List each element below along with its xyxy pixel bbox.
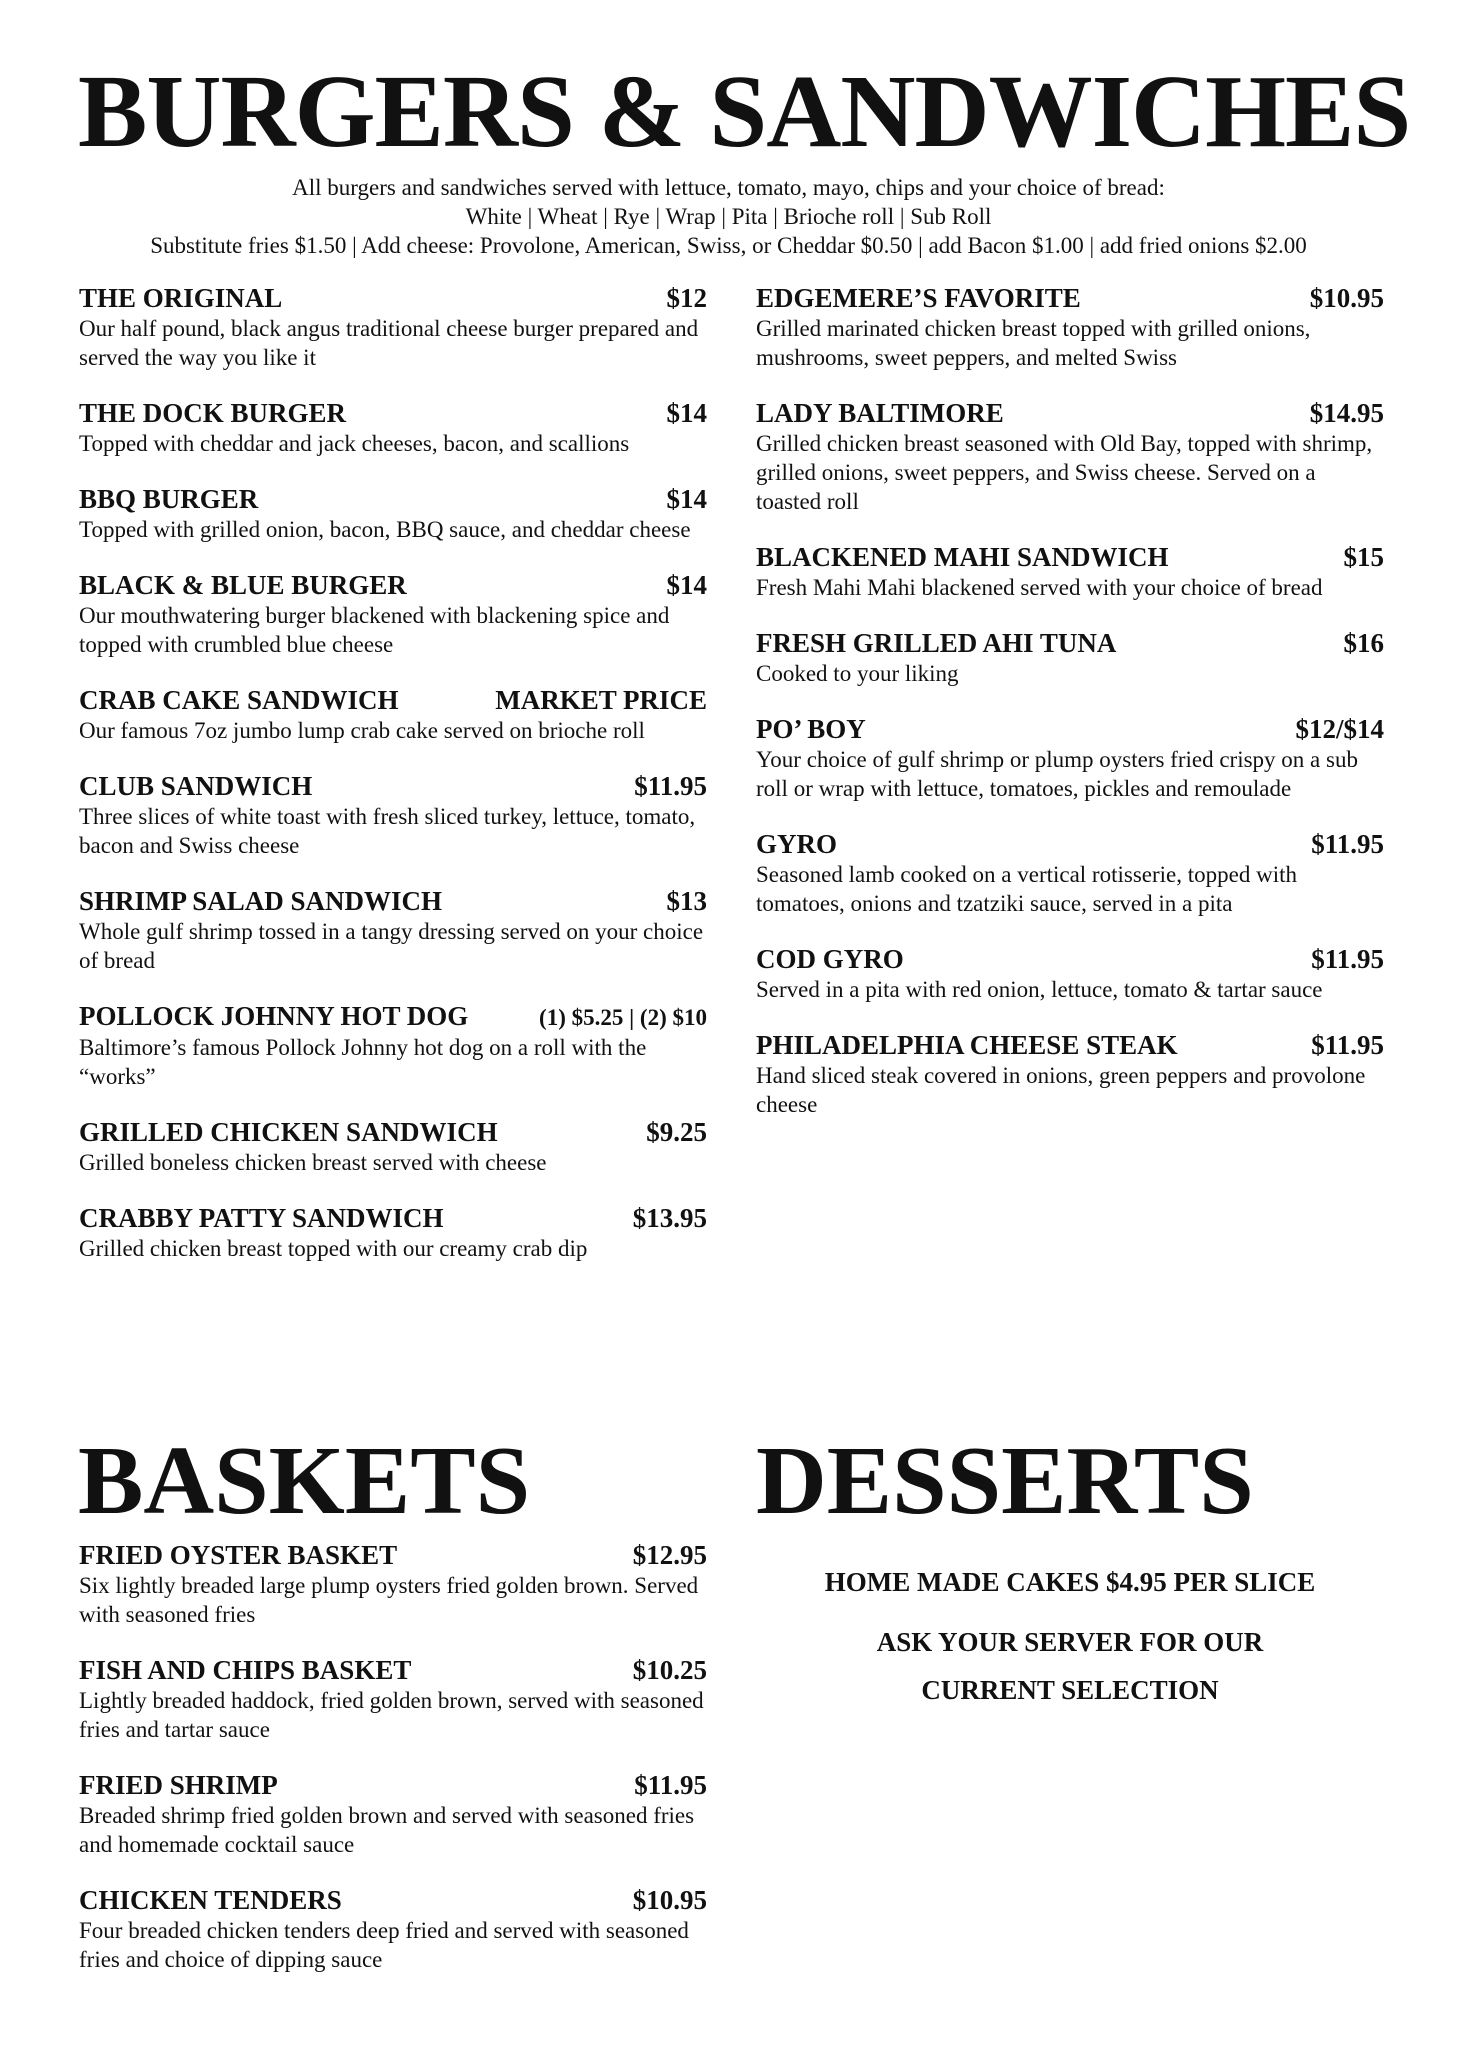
- right-menu-column: [756, 283, 1384, 1119]
- item-name: CRABBY PATTY SANDWICH: [79, 1203, 444, 1233]
- item-price: $13.95: [632, 1203, 707, 1233]
- item-price: $11.95: [1311, 1030, 1384, 1060]
- item-description: Topped with cheddar and jack cheeses, bacon, and scallions: [79, 431, 630, 456]
- menu-item: [79, 1117, 707, 1177]
- item-description: Topped with grilled onion, bacon, BBQ sauce, and cheddar cheese: [79, 517, 691, 542]
- page-title: BURGERS & SANDWICHES: [78, 54, 1411, 169]
- item-description: Hand sliced steak covered in onions, green peppers and provolone cheese: [756, 1063, 1366, 1117]
- item-price: $14: [666, 570, 707, 600]
- item-description: Grilled chicken breast seasoned with Old Bay, topped with shrimp, grilled onions, sweet peppers, and Swiss cheese. Served on a toasted roll: [756, 431, 1373, 514]
- item-price: MARKET PRICE: [495, 685, 707, 715]
- menu-item: [79, 886, 707, 975]
- item-description: Fresh Mahi Mahi blackened served with your choice of bread: [756, 575, 1323, 600]
- menu-item: [756, 829, 1384, 918]
- bread-options: White | Wheat | Rye | Wrap | Pita | Brioche roll | Sub Roll: [465, 204, 992, 229]
- item-price: $14: [666, 484, 707, 514]
- item-name: BLACK & BLUE BURGER: [79, 570, 407, 600]
- menu-item: [79, 1885, 707, 1974]
- menu-item: [79, 484, 707, 544]
- item-name: FRIED OYSTER BASKET: [79, 1540, 398, 1570]
- item-price: $14.95: [1309, 398, 1384, 428]
- item-description: Breaded shrimp fried golden brown and served with seasoned fries and homemade cocktail sauce: [79, 1803, 695, 1857]
- menu-item: [756, 944, 1384, 1004]
- desserts-info: [756, 1565, 1384, 1707]
- menu-item: [79, 771, 707, 860]
- item-name: GYRO: [756, 829, 837, 859]
- item-name: EDGEMERE’S FAVORITE: [756, 283, 1081, 313]
- menu-item: [756, 542, 1384, 602]
- item-price: $15: [1343, 542, 1384, 572]
- item-description: Seasoned lamb cooked on a vertical rotisserie, topped with tomatoes, onions and tzatziki sauce, served in a pita: [756, 862, 1297, 916]
- item-name: GRILLED CHICKEN SANDWICH: [79, 1117, 498, 1147]
- menu-item: [79, 283, 707, 372]
- baskets-heading: BASKETS: [78, 1427, 531, 1535]
- item-name: CLUB SANDWICH: [79, 771, 313, 801]
- item-name: PHILADELPHIA CHEESE STEAK: [756, 1030, 1178, 1060]
- menu-item: [79, 685, 707, 745]
- menu-item: [756, 628, 1384, 688]
- item-description: Grilled chicken breast topped with our creamy crab dip: [79, 1236, 588, 1261]
- item-description: Your choice of gulf shrimp or plump oysters fried crispy on a sub roll or wrap with lettuce, tomatoes, pickles and remoulade: [756, 747, 1358, 801]
- menu-item: [79, 1001, 707, 1091]
- menu-item: [79, 570, 707, 659]
- item-name: THE DOCK BURGER: [79, 398, 347, 428]
- item-description: Baltimore’s famous Pollock Johnny hot dog on a roll with the “works”: [79, 1035, 647, 1089]
- item-price: $16: [1343, 628, 1384, 658]
- item-name: POLLOCK JOHNNY HOT DOG: [79, 1001, 469, 1031]
- menu-item: [79, 1540, 707, 1629]
- item-name: BLACKENED MAHI SANDWICH: [756, 542, 1169, 572]
- item-name: LADY BALTIMORE: [756, 398, 1004, 428]
- item-description: Lightly breaded haddock, fried golden brown, served with seasoned fries and tartar sauce: [79, 1688, 704, 1742]
- item-name: FRIED SHRIMP: [79, 1770, 278, 1800]
- menu-item: [79, 1770, 707, 1859]
- item-price: $11.95: [1311, 944, 1384, 974]
- left-menu-column: [79, 283, 707, 1263]
- item-name: CRAB CAKE SANDWICH: [79, 685, 399, 715]
- item-description: Served in a pita with red onion, lettuce, tomato & tartar sauce: [756, 977, 1323, 1002]
- item-description: Our famous 7oz jumbo lump crab cake served on brioche roll: [79, 718, 645, 743]
- item-name: SHRIMP SALAD SANDWICH: [79, 886, 443, 916]
- baskets-column: [79, 1540, 707, 1974]
- item-name: CHICKEN TENDERS: [79, 1885, 342, 1915]
- intro-notes: [40, 173, 1417, 260]
- menu-item: [756, 283, 1384, 372]
- menu-item: [756, 714, 1384, 803]
- item-price: $14: [666, 398, 707, 428]
- item-name: COD GYRO: [756, 944, 904, 974]
- item-price: $12.95: [632, 1540, 707, 1570]
- item-description: Four breaded chicken tenders deep fried and served with seasoned fries and choice of dipping sauce: [79, 1918, 689, 1972]
- item-description: Whole gulf shrimp tossed in a tangy dressing served on your choice of bread: [79, 919, 704, 973]
- item-price: $11.95: [634, 1770, 707, 1800]
- item-description: Our half pound, black angus traditional cheese burger prepared and served the way you like it: [79, 316, 699, 370]
- intro-line: All burgers and sandwiches served with lettuce, tomato, mayo, chips and your choice of bread:: [292, 175, 1165, 200]
- menu-item: [756, 398, 1384, 516]
- desserts-heading: DESSERTS: [756, 1427, 1254, 1535]
- menu-item: [79, 398, 707, 458]
- item-name: FRESH GRILLED AHI TUNA: [756, 628, 1117, 658]
- menu-item: [79, 1655, 707, 1744]
- item-price: $11.95: [1311, 829, 1384, 859]
- item-price: $9.25: [646, 1117, 707, 1147]
- item-price: $13: [666, 886, 707, 916]
- item-description: Our mouthwatering burger blackened with blackening spice and topped with crumbled blue cheese: [79, 603, 670, 657]
- item-price: $10.95: [1309, 283, 1384, 313]
- item-description: Six lightly breaded large plump oysters fried golden brown. Served with seasoned fries: [79, 1573, 699, 1627]
- item-description: Three slices of white toast with fresh sliced turkey, lettuce, tomato, bacon and Swiss cheese: [79, 804, 696, 858]
- item-price: $10.25: [632, 1655, 707, 1685]
- item-name: PO’ BOY: [756, 714, 866, 744]
- menu-item: [756, 1030, 1384, 1119]
- item-name: BBQ BURGER: [79, 484, 259, 514]
- cake-price: HOME MADE CAKES $4.95 PER SLICE: [824, 1567, 1316, 1597]
- menu-item: [79, 1203, 707, 1263]
- item-price: $12/$14: [1295, 714, 1384, 744]
- item-price: $11.95: [634, 771, 707, 801]
- item-description: Grilled boneless chicken breast served with cheese: [79, 1150, 547, 1175]
- item-description: Grilled marinated chicken breast topped with grilled onions, mushrooms, sweet peppers, and melted Swiss: [756, 316, 1311, 370]
- item-price: $10.95: [632, 1885, 707, 1915]
- item-name: THE ORIGINAL: [79, 283, 283, 313]
- item-name: FISH AND CHIPS BASKET: [79, 1655, 412, 1685]
- dessert-note-continued: CURRENT SELECTION: [921, 1675, 1219, 1705]
- dessert-note: ASK YOUR SERVER FOR OUR: [876, 1627, 1264, 1657]
- item-price: (1) $5.25 | (2) $10: [539, 1005, 707, 1030]
- item-price: $12: [666, 283, 707, 313]
- item-description: Cooked to your liking: [756, 661, 959, 686]
- add-ons: Substitute fries $1.50 | Add cheese: Provolone, American, Swiss, or Cheddar $0.50 | add Bacon $1.00 | add fried onions $2.00: [150, 233, 1307, 258]
